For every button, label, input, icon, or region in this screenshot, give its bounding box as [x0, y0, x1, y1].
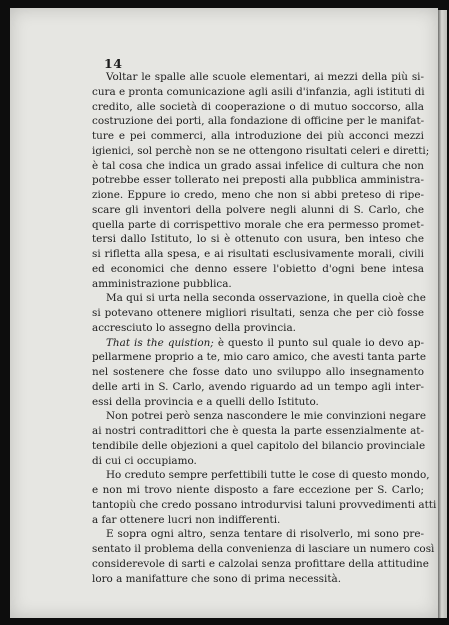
text-line-content: delle arti in S. Carlo, avendo riguardo ad un tempo agli inter- [92, 380, 424, 393]
text-line [92, 114, 424, 129]
text-line-content: Ma qui si urta nella seconda osservazione, in quella cioè che [106, 292, 426, 305]
text-line-content: e non mi trovo niente disposto a fare eccezione per S. Carlo; [92, 484, 424, 496]
text-line [92, 291, 424, 306]
text-line-content: quella parte di corrispettivo morale che era permesso promet- [92, 218, 424, 231]
text-line-content: ai nostri contradittori che è questa la parte essenzialmente at- [92, 425, 424, 437]
text-line-content: Ho creduto sempre perfettibili tutte le cose di questo mondo, [106, 469, 430, 482]
text-line [92, 70, 424, 85]
text-line-content: Voltar le spalle alle scuole elementari, ai mezzi della più si- [106, 71, 424, 83]
text-line-content: igienici, sol perchè non se ne ottengono risultati celeri e diretti; [92, 144, 430, 157]
text-line [92, 306, 424, 321]
text-line-content: E sopra ogni altro, senza tentare di risolverlo, mi sono pre- [106, 528, 424, 541]
text-line-content: ture e pei commerci, alla introduzione dei più acconci mezzi [92, 130, 424, 142]
text-line-content: è questo il punto sul quale io devo ap- [213, 336, 424, 349]
italic-phrase: That is the quistion; [106, 336, 214, 349]
text-line-content: è tal cosa che indica un grado assai infelice di cultura che non [92, 159, 424, 172]
text-line-content: di cui ci occupiamo. [92, 454, 197, 467]
text-line-content: scare gli inventori della polvere negli alunni di S. Carlo, che [92, 203, 424, 216]
text-line [92, 468, 430, 483]
text-line [92, 557, 429, 572]
text-line-content: essi della provincia e a quelli dello Istituto. [92, 395, 319, 408]
text-line [92, 365, 424, 380]
text-line-content: credito, alle società di cooperazione o di mutuo soccorso, alla [92, 100, 424, 113]
text-line-content: costruzione dei porti, alla fondazione di officine per le manifat- [92, 115, 425, 128]
text-line [92, 513, 424, 528]
text-line [92, 454, 424, 469]
text-line-content: tersi dallo Istituto, lo si è ottenuto con usura, ben inteso che [92, 233, 424, 246]
text-line [92, 247, 424, 262]
text-line [92, 173, 424, 188]
text-line [92, 498, 437, 513]
page-number: 14 [104, 56, 123, 71]
text-line-content: tendibile delle objezioni a quel capitolo del bilancio provinciale [92, 439, 426, 452]
text-line [92, 232, 424, 247]
text-line-content: potrebbe esser tollerato nei preposti alla pubblica amministra- [92, 174, 424, 187]
text-line-content: ed economici che denno essere l'obietto d'ogni bene intesa [92, 262, 424, 275]
text-line [92, 350, 427, 365]
text-line [92, 395, 424, 410]
text-line [92, 336, 424, 351]
text-line [92, 85, 424, 100]
text-line-content: si rifletta alla spesa, e ai risultati esclusivamente morali, civili [92, 248, 424, 260]
adjacent-page-edge [438, 10, 447, 618]
text-line [92, 203, 424, 218]
text-line [92, 409, 427, 424]
text-line [92, 483, 424, 498]
text-line [92, 159, 424, 174]
text-line [92, 321, 424, 336]
text-line-content: considerevole di sarti e calzolai senza profittare della attitudine [92, 557, 429, 570]
text-line [92, 439, 424, 454]
text-line [92, 277, 424, 292]
text-line-content: sentato il problema della convenienza di lasciare un numero così [92, 543, 435, 555]
text-line [92, 380, 424, 395]
text-line-content: pellarmene proprio a te, mio caro amico, che avesti tanta parte [92, 351, 427, 364]
text-line [92, 572, 424, 587]
text-line [92, 129, 424, 144]
text-line [92, 424, 424, 439]
text-line [92, 144, 430, 159]
text-line-content: amministrazione pubblica. [92, 277, 232, 290]
text-line [92, 542, 435, 557]
text-line-content: tantopiù che credo possano introdurvisi taluni provvedimenti atti [92, 498, 437, 511]
text-line [92, 100, 424, 115]
text-line [92, 527, 424, 542]
text-line [92, 218, 424, 233]
text-line-content: Non potrei però senza nascondere le mie convinzioni negare [106, 410, 427, 423]
text-line-content: si potevano ottenere migliori risultati, senza che per ciò fosse [92, 307, 424, 319]
text-line [92, 262, 424, 277]
text-line-content: zione. Eppure io credo, meno che non si abbi preteso di ripe- [92, 189, 424, 201]
text-line-content: nel sostenere che fosse dato uno sviluppo allo insegnamento [92, 366, 424, 378]
text-line-content: loro a manifatture che sono di prima necessità. [92, 572, 342, 585]
text-line-content: accresciuto lo assegno della provincia. [92, 321, 296, 334]
body-text [92, 70, 437, 586]
text-line-content: a far ottenere lucri non indifferenti. [92, 513, 281, 526]
text-line [92, 188, 424, 203]
text-line-content: cura e pronta comunicazione agli asili d'infanzia, agli istituti di [92, 85, 425, 98]
